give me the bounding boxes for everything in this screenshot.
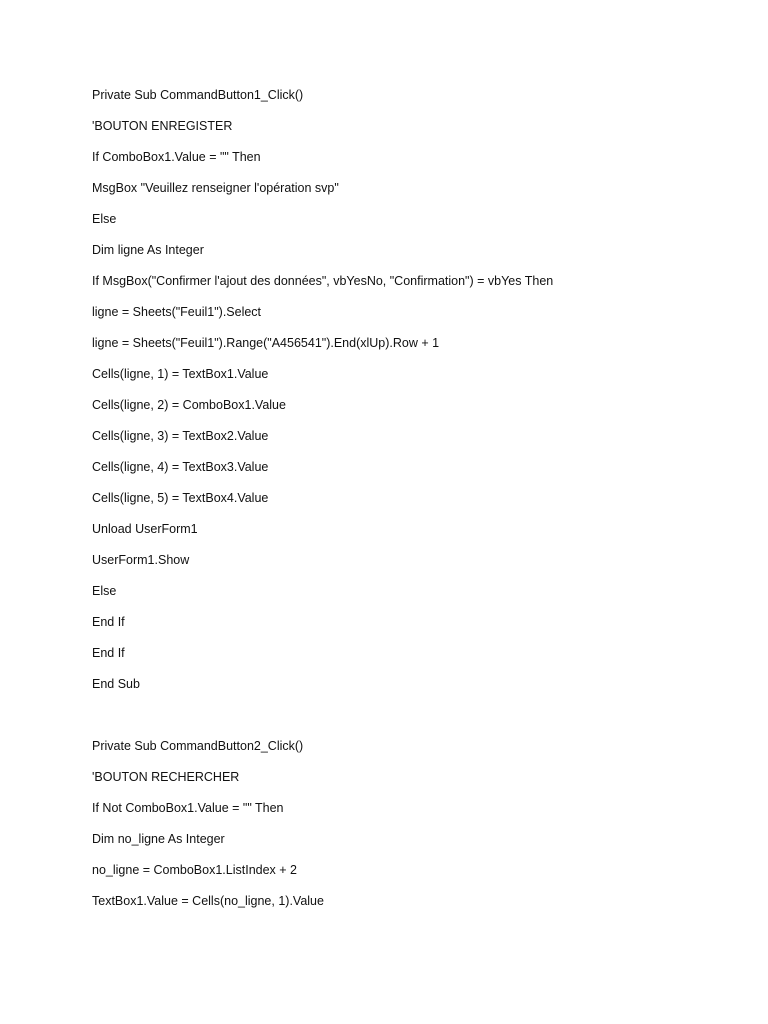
code-line: End Sub	[92, 677, 140, 691]
code-line: Cells(ligne, 3) = TextBox2.Value	[92, 429, 269, 443]
code-line: 'BOUTON ENREGISTER	[92, 119, 233, 133]
code-line: Else	[92, 212, 117, 226]
code-line: Dim no_ligne As Integer	[92, 832, 225, 846]
code-listing	[92, 86, 732, 923]
code-line: Cells(ligne, 2) = ComboBox1.Value	[92, 398, 286, 412]
code-line: UserForm1.Show	[92, 553, 190, 567]
code-line: End If	[92, 615, 125, 629]
code-line: Cells(ligne, 1) = TextBox1.Value	[92, 367, 269, 381]
blank-line	[92, 706, 732, 737]
code-line: Dim ligne As Integer	[92, 243, 204, 257]
code-line: Private Sub CommandButton2_Click()	[92, 739, 304, 753]
code-line: Unload UserForm1	[92, 522, 198, 536]
code-line: 'BOUTON RECHERCHER	[92, 770, 240, 784]
code-line: Else	[92, 584, 117, 598]
code-line: TextBox1.Value = Cells(no_ligne, 1).Value	[92, 894, 324, 908]
code-line: ligne = Sheets("Feuil1").Select	[92, 305, 262, 319]
code-line: Cells(ligne, 5) = TextBox4.Value	[92, 491, 269, 505]
code-line: ligne = Sheets("Feuil1").Range("A456541").End(xlUp).Row + 1	[92, 336, 440, 350]
code-line: If ComboBox1.Value = "" Then	[92, 150, 261, 164]
code-line: End If	[92, 646, 125, 660]
code-line: Cells(ligne, 4) = TextBox3.Value	[92, 460, 269, 474]
code-line: MsgBox "Veuillez renseigner l'opération svp"	[92, 181, 339, 195]
code-line: If MsgBox("Confirmer l'ajout des données", vbYesNo, "Confirmation") = vbYes Then	[92, 274, 554, 288]
code-line: no_ligne = ComboBox1.ListIndex + 2	[92, 863, 297, 877]
code-line: Private Sub CommandButton1_Click()	[92, 88, 304, 102]
code-line: If Not ComboBox1.Value = "" Then	[92, 801, 284, 815]
